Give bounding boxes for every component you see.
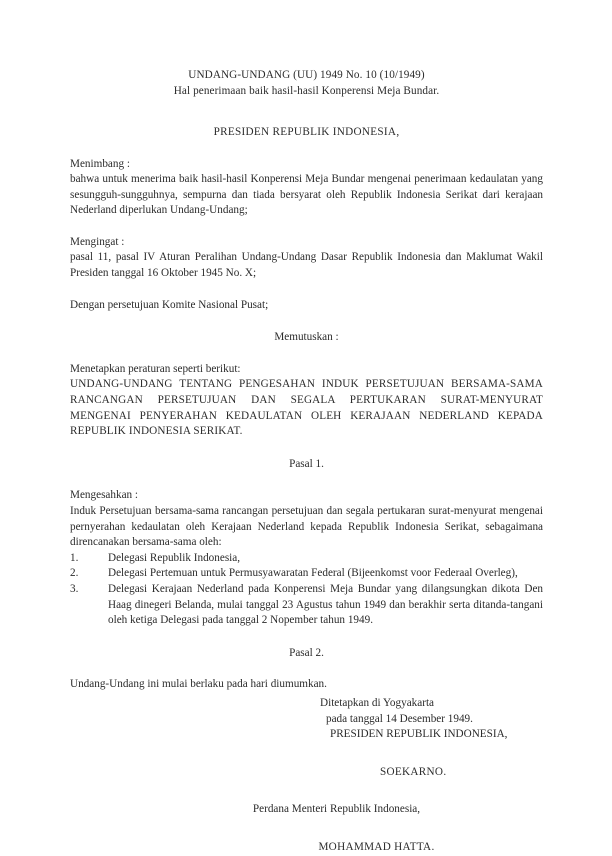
article-2-heading: Pasal 2. — [289, 646, 324, 659]
article-1-section — [70, 488, 543, 550]
document-body — [70, 68, 543, 856]
recalling-label: Mengingat : — [70, 235, 125, 248]
considering-text: bahwa untuk menerima baik hasil-hasil Konperensi Meja Bundar mengenai penerimaan kedaulatan yang sesungguh-sungguhnya, sempurna dan tiada bersyarat oleh Republik Indonesia Serikat dari kerajaan Nederland diperlukan Undang-Undang; — [70, 173, 543, 217]
list-item-number: 1. — [70, 551, 79, 564]
president-signature-name: SOEKARNO. — [380, 765, 447, 778]
document-title-line-1: UNDANG-UNDANG (UU) 1949 No. 10 (10/1949) — [188, 69, 425, 81]
prime-minister-title: Perdana Menteri Republik Indonesia, — [252, 803, 421, 816]
list-item-label: Delegasi Kerajaan Nederland pada Konperensi Meja Bundar yang dilangsungkan dikota Den Haag dinegeri Belanda, mulai tanggal 23 Agustus tahun 1949 dan berakhir serta ditanda-tangani oleh ketiga Delegasi pada tanggal 2 Nopember tahun 1949. — [108, 582, 543, 627]
article-1-text: Induk Persetujuan bersama-sama rancangan persetujuan dan segala pertukaran surat-menyurat mengenai pernyerahan kedaulatan oleh Kerajaan Nederland kepada Republik Indonesia Serikat, sebagaimana direncanakan bersama-sama oleh: — [70, 505, 543, 549]
list-item-label: Delegasi Pertemuan untuk Permusyawaratan Federal (Bijeenkomst voor Federaal Overleg), — [108, 567, 518, 580]
stipulating-caps-text: UNDANG-UNDANG TENTANG PENGESAHAN INDUK PERSETUJUAN BERSAMA-SAMA RANCANGAN PERSETUJUAN DAN SEGALA PERTUKARAN SURAT-MENYURAT MENGENAI PENYERAHAN KEDAULATAN OLEH KERAJAAN NEDERLAND KEPADA REPUBLIK INDONESIA SERIKAT. — [70, 378, 543, 438]
list-item-number: 2. — [70, 567, 79, 580]
approval-line: Dengan persetujuan Komite Nasional Pusat; — [70, 298, 269, 311]
closing-office-line: PRESIDEN REPUBLIK INDONESIA, — [330, 728, 508, 741]
document-title-line-2: Hal penerimaan baik hasil-hasil Konperensi Meja Bundar. — [173, 84, 440, 97]
article-1-label: Mengesahkan : — [70, 489, 139, 502]
recalling-text: pasal 11, pasal IV Aturan Peralihan Undang-Undang Dasar Republik Indonesia dan Maklumat Wakil Presiden tanggal 16 Oktober 1945 No. X; — [70, 251, 543, 280]
article-2-text: Undang-Undang ini mulai berlaku pada hari diumumkan. — [70, 678, 327, 691]
list-item-number: 3. — [70, 582, 79, 595]
institution-heading: PRESIDEN REPUBLIK INDONESIA, — [213, 126, 400, 138]
delegation-list — [70, 551, 543, 629]
list-item — [70, 582, 543, 629]
closing-place-line: Ditetapkan di Yogyakarta — [320, 696, 435, 709]
article-1-heading: Pasal 1. — [289, 457, 324, 470]
considering-label: Menimbang : — [70, 157, 130, 170]
decides-heading: Memutuskan : — [274, 331, 339, 344]
recalling-section — [70, 235, 543, 282]
list-item — [70, 566, 543, 582]
list-item — [70, 551, 543, 567]
closing-date-line: pada tanggal 14 Desember 1949. — [326, 712, 473, 725]
list-item-label: Delegasi Republik Indonesia, — [108, 551, 241, 564]
stipulating-label: Menetapkan peraturan seperti berikut: — [70, 362, 241, 375]
closing-block — [320, 696, 543, 743]
considering-section — [70, 157, 543, 219]
stipulating-section — [70, 362, 543, 440]
prime-minister-signature-name: MOHAMMAD HATTA. — [318, 840, 435, 853]
